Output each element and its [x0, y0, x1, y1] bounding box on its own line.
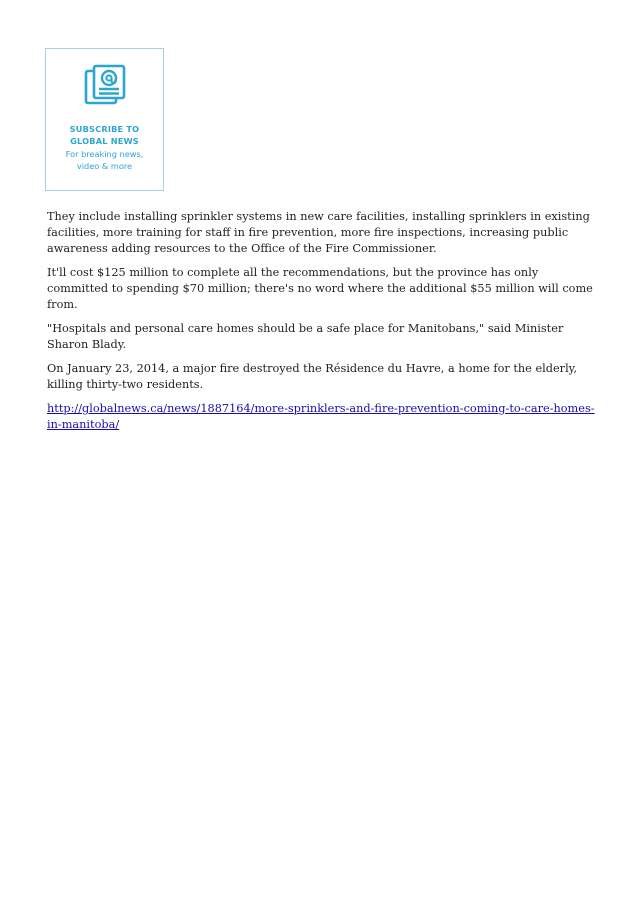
article-paragraph: They include installing sprinkler systems in new care facilities, installing sprinklers in existing facilities, more training for staff in fire prevention, more fire inspections, increasing public awareness adding resources to the Office of the Fire Commissioner. [47, 210, 590, 255]
promo-text-line2: video & more [76, 161, 133, 171]
promo-title-line2: GLOBAL NEWS [70, 136, 139, 146]
promo-text-line1: For breaking news, [65, 149, 144, 159]
article-paragraph: "Hospitals and personal care homes should be a safe place for Manitobans," said Minister Sharon Blady. [47, 322, 564, 351]
article-paragraph: It'll cost $125 million to complete all the recommendations, but the province has only committed to spending $70 million; there's no word where the additional $55 million will come from. [47, 266, 593, 311]
subscribe-promo-box[interactable] [45, 48, 164, 191]
source-link[interactable]: http://globalnews.ca/news/1887164/more-sprinklers-and-fire-prevention-coming-to-care-homes-in-manitoba/ [47, 402, 595, 431]
article-paragraph: On January 23, 2014, a major fire destroyed the Résidence du Havre, a home for the elderly, killing thirty-two residents. [47, 362, 578, 391]
promo-title-line1: SUBSCRIBE TO [69, 124, 140, 134]
article-body [47, 209, 595, 441]
newsletter-at-icon [84, 63, 128, 107]
source-link-paragraph [47, 401, 595, 433]
